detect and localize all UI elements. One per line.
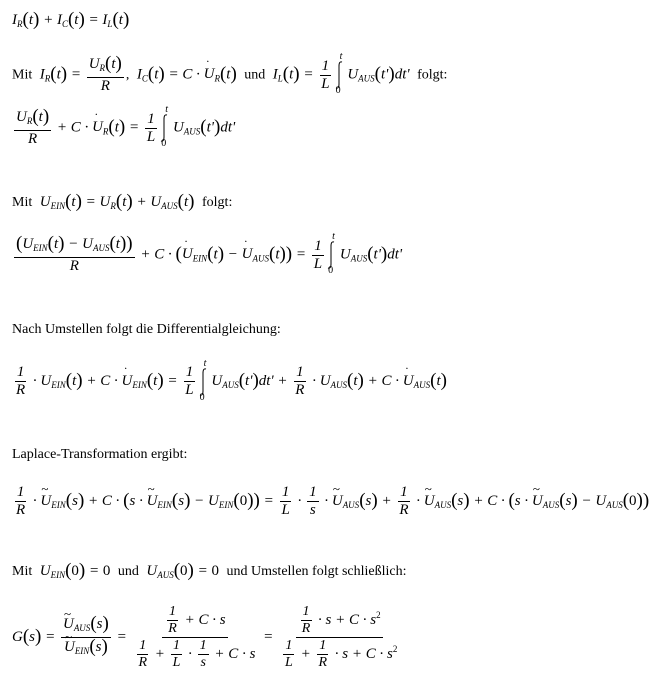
fraction-one-over-l: $\frac{1}{L}$ (285, 638, 293, 670)
integral-sign: t 0 (328, 231, 335, 276)
fraction-uein-minus-uaus-over-r: $\frac{(U_{EIN}(t) - U_{AUS}(t))}{R}$ (16, 233, 133, 274)
text-folgt: folgt: (417, 67, 448, 83)
fraction-one-over-l: $\frac{1}{L}$ (321, 57, 330, 92)
fraction-one-over-l: $\frac{1}{L}$ (313, 237, 323, 272)
fraction-ur-over-r: $\frac{U_R(t)}{R}$ (88, 53, 122, 94)
fraction-one-over-r: $\frac{1}{R}$ (138, 638, 147, 670)
equation-voltage-sum: Mit $U_{EIN}(t) = U_R(t) + U_{AUS}(t)$ folgt: (12, 191, 233, 212)
fraction-one-over-r: $\frac{1}{R}$ (295, 364, 305, 398)
fraction-final: $\frac{1}{R}$ · $s + C \cdot s^2$ $\frac{1}{L}$ + $\frac{1}{R}$ · $s + C \cdot s^2$ (285, 604, 398, 670)
fraction-one-over-l: $\frac{1}{L}$ (185, 364, 194, 398)
text-mit: Mit (12, 564, 33, 579)
equation-initial-conditions: Mit $U_{EIN}(0) = 0$ und $U_{AUS}(0) = 0$ und Umstellen folgt schließlich: (12, 560, 407, 581)
equation-current-sum: $I_R(t) + I_C(t) = I_L(t)$ (12, 9, 130, 30)
text-und: und (244, 67, 266, 83)
integral-sign: t 0 (199, 357, 207, 403)
fraction-one-over-s: $\frac{1}{s}$ (309, 484, 317, 518)
equation-second-relation: $\frac{(U_{EIN}(t) - U_{AUS}(t))}{R}$ + C · (˙ $U_{EIN}(t)$ − ˙ $U_{AUS}(t)$) = $\frac{1}{L}$ t 0 $U_{AUS}(t')dt'$ (12, 235, 402, 275)
fraction-one-over-l: $\frac{1}{L}$ (172, 638, 181, 670)
fraction-intermediate: $\frac{1}{R}$ + C · s $\frac{1}{R}$ + $\frac{1}{L}$ · $\frac{1}{s}$ + C · s (138, 604, 256, 670)
fraction-one-over-r: $\frac{1}{R}$ (399, 484, 409, 518)
equation-laplace: $\frac{1}{R}$ · ~ $U_{EIN}(s) + C \cdot (s$ · ~ $U_{EIN}(s) - U_{EIN}(0)$) = $\frac{1}{L}$ · $\frac{1}{s}$ · ~ $U_{AUS}(s)$ + $\frac{1}{R}$ · ~ $U_{AUS}(s) + C \cdot (s$ · ~ $U_{AUS}(s) - U_{AUS}(0)$) (12, 484, 649, 519)
text-schluss: und Umstellen folgt schließlich: (226, 564, 407, 579)
fraction-one-over-r: $\frac{1}{R}$ (318, 638, 328, 670)
integral-sign: t 0 (335, 51, 343, 96)
fraction-one-over-r: $\frac{1}{R}$ (16, 364, 26, 398)
fraction-one-over-l: $\frac{1}{L}$ (146, 110, 156, 145)
text-und: und (117, 564, 139, 579)
fraction-ur-over-r: $\frac{U_R(t)}{R}$ (16, 106, 50, 147)
fraction-one-over-l: $\frac{1}{L}$ (281, 484, 290, 518)
equation-differential: $\frac{1}{R}$ · $U_{EIN}(t) + C$ · ˙ $U_{EIN}(t)$ = $\frac{1}{L}$ t 0 $U_{AUS}(t')dt'$ + $\frac{1}{R}$ · $U_{AUS}(t) + C$ · ˙ $U_{AUS}(t)$ (12, 364, 447, 399)
equation-transfer-function: G(s) = ~ $U_{AUS}(s)$ ~ $U_{EIN}(s)$ = $\frac{1}{R}$ + C · s $\frac{1}{R}$ + $\frac{1}{L}$ · $\frac{1}{s}$ + C · s = $\frac{1}{R}$ · $s + C \cdot s^2$ $\frac{1}{L}$ + $\frac{1}{R}$ · $s + C \cdot s^2$ (12, 604, 401, 671)
fraction-one-over-r: $\frac{1}{R}$ (301, 604, 311, 636)
fraction-one-over-s: $\frac{1}{s}$ (199, 638, 207, 670)
text-mit: Mit (12, 67, 33, 83)
equation-component-currents: Mit $I_R(t)$ = $\frac{U_R(t)}{R}$ , $I_C(t) = C$ · ˙ $U_R(t)$ und $I_L(t)$ = $\frac{1}{L}$ t 0 $U_{AUS}(t')dt'$ folgt: (12, 55, 447, 95)
integral-sign: t 0 (161, 104, 168, 149)
fraction-one-over-r: $\frac{1}{R}$ (168, 604, 177, 636)
text-laplace: Laplace-Transformation ergibt: (12, 447, 188, 462)
text-nach-umstellen: Nach Umstellen folgt die Differentialgleichung: (12, 322, 281, 337)
equation-first-relation: $\frac{U_R(t)}{R}$ + C · ˙ $U_R(t)$ = $\frac{1}{L}$ t 0 $U_{AUS}(t')dt'$ (12, 108, 235, 148)
fraction-one-over-r: $\frac{1}{R}$ (16, 484, 26, 518)
fraction-uaus-over-uein: ~ $U_{AUS}(s)$ ~ $U_{EIN}(s)$ (61, 615, 111, 660)
text-mit: Mit (12, 195, 33, 210)
text-folgt: folgt: (202, 195, 233, 210)
